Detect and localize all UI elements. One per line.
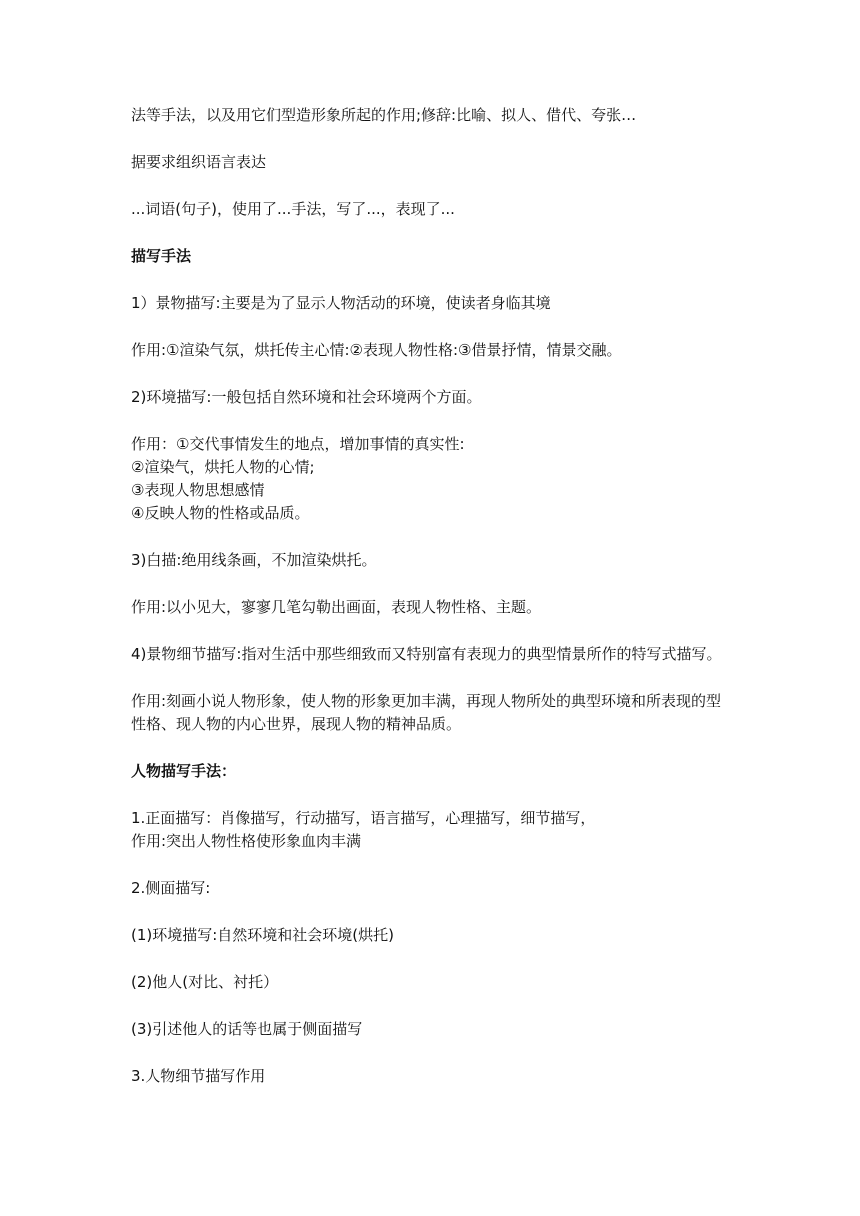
paragraph-organize-expression: 据要求组织语言表达 (131, 153, 267, 171)
paragraph-indirect-quotes: (3)引述他人的话等也属于侧面描写 (131, 1020, 363, 1038)
paragraph-techniques-rhetoric: 法等手法，以及用它们型造形象所起的作用;修辞:比喻、拟人、借代、夸张… (131, 106, 637, 124)
paragraph-scenery-detail-function: 作用:刻画小说人物形象，使人物的形象更加丰满，再现人物所处的典型环境和所表现的型性格、现人物的内心世界，展现人物的精神品质。 (131, 692, 722, 733)
environment-function-line-1: 作用：①交代事情发生的地点，增加事情的真实性: (131, 435, 465, 453)
paragraph-indirect-environment: (1)环境描写:自然环境和社会环境(烘托) (131, 926, 395, 944)
paragraph-scenery-description: 1）景物描写:主要是为了显示人物活动的环境，使读者身临其境 (131, 294, 551, 312)
document-body (131, 104, 731, 1088)
direct-description-line-2: 作用:突出人物性格使形象血肉丰满 (131, 832, 362, 850)
heading-description-techniques: 描写手法 (131, 247, 192, 265)
paragraph-indirect-others: (2)他人(对比、衬托） (131, 973, 279, 991)
paragraph-environment-description: 2)环境描写:一般包括自然环境和社会环境两个方面。 (131, 388, 482, 406)
paragraph-direct-description (131, 807, 731, 853)
environment-function-line-2: ②渲染气，烘托人物的心情; (131, 458, 315, 476)
environment-function-line-4: ④反映人物的性格或品质。 (131, 504, 310, 522)
paragraph-character-detail-function: 3.人物细节描写作用 (131, 1067, 266, 1085)
paragraph-scenery-function: 作用:①渲染气氛，烘托传主心情:②表现人物性格:③借景抒情，情景交融。 (131, 341, 622, 359)
paragraph-scenery-detail: 4)景物细节描写:指对生活中那些细致而又特别富有表现力的典型情景所作的特写式描写。 (131, 645, 722, 663)
paragraph-line-drawing-function: 作用:以小见大，寥寥几笔勾勒出画面，表现人物性格、主题。 (131, 598, 542, 616)
heading-character-description: 人物描写手法： (131, 762, 237, 780)
paragraph-environment-function (131, 433, 731, 525)
paragraph-answer-template: ...词语(句子)，使用了...手法，写了...，表现了... (131, 200, 455, 218)
paragraph-line-drawing: 3)白描:绝用线条画，不加渲染烘托。 (131, 551, 377, 569)
environment-function-line-3: ③表现人物思想感情 (131, 481, 265, 499)
direct-description-line-1: 1.正面描写：肖像描写，行动描写，语言描写，心理描写，细节描写， (131, 809, 596, 827)
paragraph-indirect-description: 2.侧面描写: (131, 879, 211, 897)
